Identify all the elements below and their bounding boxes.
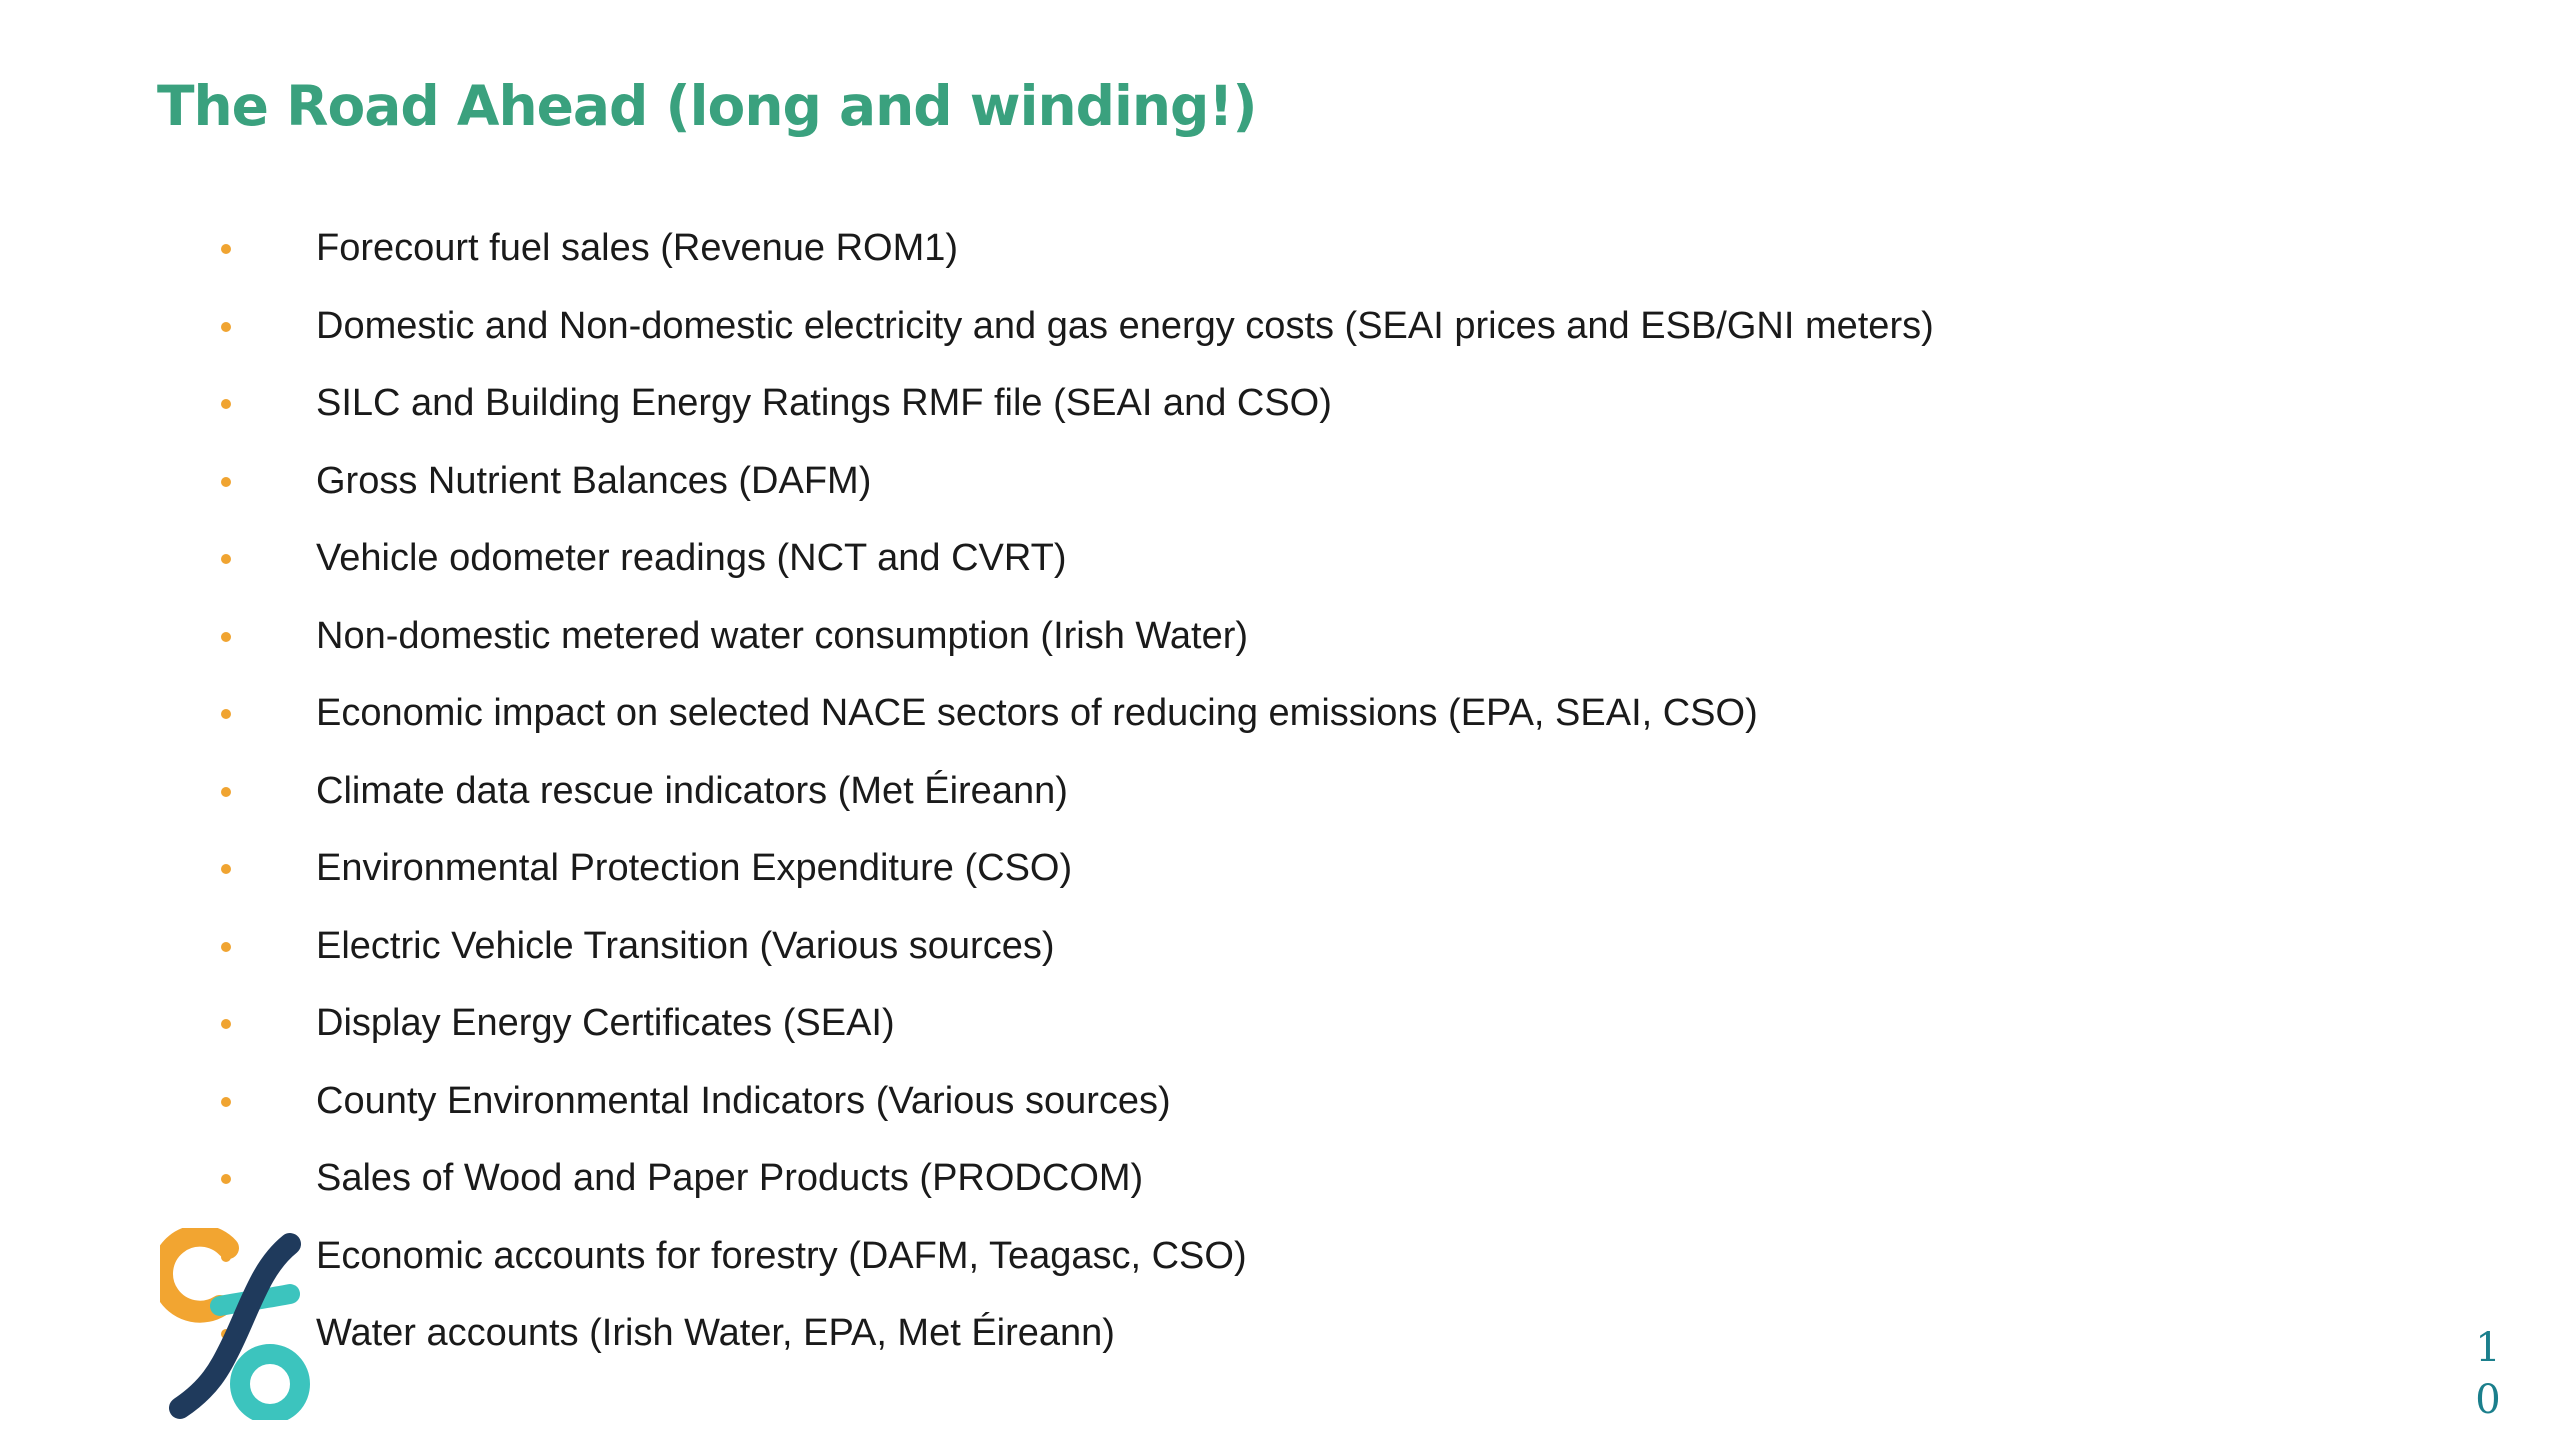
page-number-digit: 1 [2475, 1325, 2501, 1371]
list-item [0, 908, 2300, 986]
list-item [0, 753, 2300, 831]
bullet-dot-icon [221, 787, 231, 797]
bullet-dot-icon [221, 477, 231, 487]
bullet-dot-icon [221, 1019, 231, 1029]
list-item-text: SILC and Building Energy Ratings RMF file (SEAI and CSO) [316, 382, 1332, 424]
list-item [0, 1063, 2300, 1141]
bullet-dot-icon [221, 1097, 231, 1107]
list-item-text: Economic impact on selected NACE sectors of reducing emissions (EPA, SEAI, CSO) [316, 692, 1758, 734]
list-item-text: Display Energy Certificates (SEAI) [316, 1002, 895, 1044]
page-number-digit: 0 [2475, 1377, 2501, 1423]
list-item-text: County Environmental Indicators (Various sources) [316, 1079, 1171, 1122]
list-item [0, 985, 2300, 1063]
list-item-text: Climate data rescue indicators (Met Éireann) [316, 769, 1068, 812]
list-item [0, 675, 2300, 753]
list-item-text: Gross Nutrient Balances (DAFM) [316, 459, 872, 502]
list-item-text: Electric Vehicle Transition (Various sources) [316, 924, 1055, 967]
bullet-dot-icon [221, 632, 231, 642]
bullet-dot-icon [221, 864, 231, 874]
list-item-text: Forecourt fuel sales (Revenue ROM1) [316, 227, 959, 269]
list-item [0, 598, 2300, 676]
list-item-text: Environmental Protection Expenditure (CSO) [316, 847, 1073, 889]
bullet-dot-icon [221, 709, 231, 719]
bullet-dot-icon [221, 244, 231, 254]
list-item [0, 443, 2300, 521]
list-item-text: Vehicle odometer readings (NCT and CVRT) [316, 537, 1067, 579]
page-number [2468, 1322, 2508, 1426]
list-item-text: Domestic and Non-domestic electricity and gas energy costs (SEAI prices and ESB/GNI meters) [316, 304, 1934, 347]
bullet-list [0, 210, 2300, 1373]
list-item-text: Sales of Wood and Paper Products (PRODCOM) [316, 1157, 1144, 1199]
list-item-text: Water accounts (Irish Water, EPA, Met Éireann) [316, 1312, 1115, 1354]
list-item [0, 1218, 2300, 1296]
bullet-dot-icon [221, 942, 231, 952]
organization-logo-icon [160, 1228, 320, 1420]
list-item [0, 210, 2300, 288]
bullet-dot-icon [221, 1174, 231, 1184]
bullet-dot-icon [221, 322, 231, 332]
list-item [0, 365, 2300, 443]
list-item [0, 830, 2300, 908]
bullet-dot-icon [221, 554, 231, 564]
list-item-text: Economic accounts for forestry (DAFM, Teagasc, CSO) [316, 1234, 1247, 1277]
list-item [0, 1295, 2300, 1373]
list-item [0, 288, 2300, 366]
list-item [0, 520, 2300, 598]
bullet-dot-icon [221, 399, 231, 409]
list-item-text: Non-domestic metered water consumption (Irish Water) [316, 614, 1249, 657]
list-item [0, 1140, 2300, 1218]
slide-title: The Road Ahead (long and winding!) [157, 74, 1257, 138]
